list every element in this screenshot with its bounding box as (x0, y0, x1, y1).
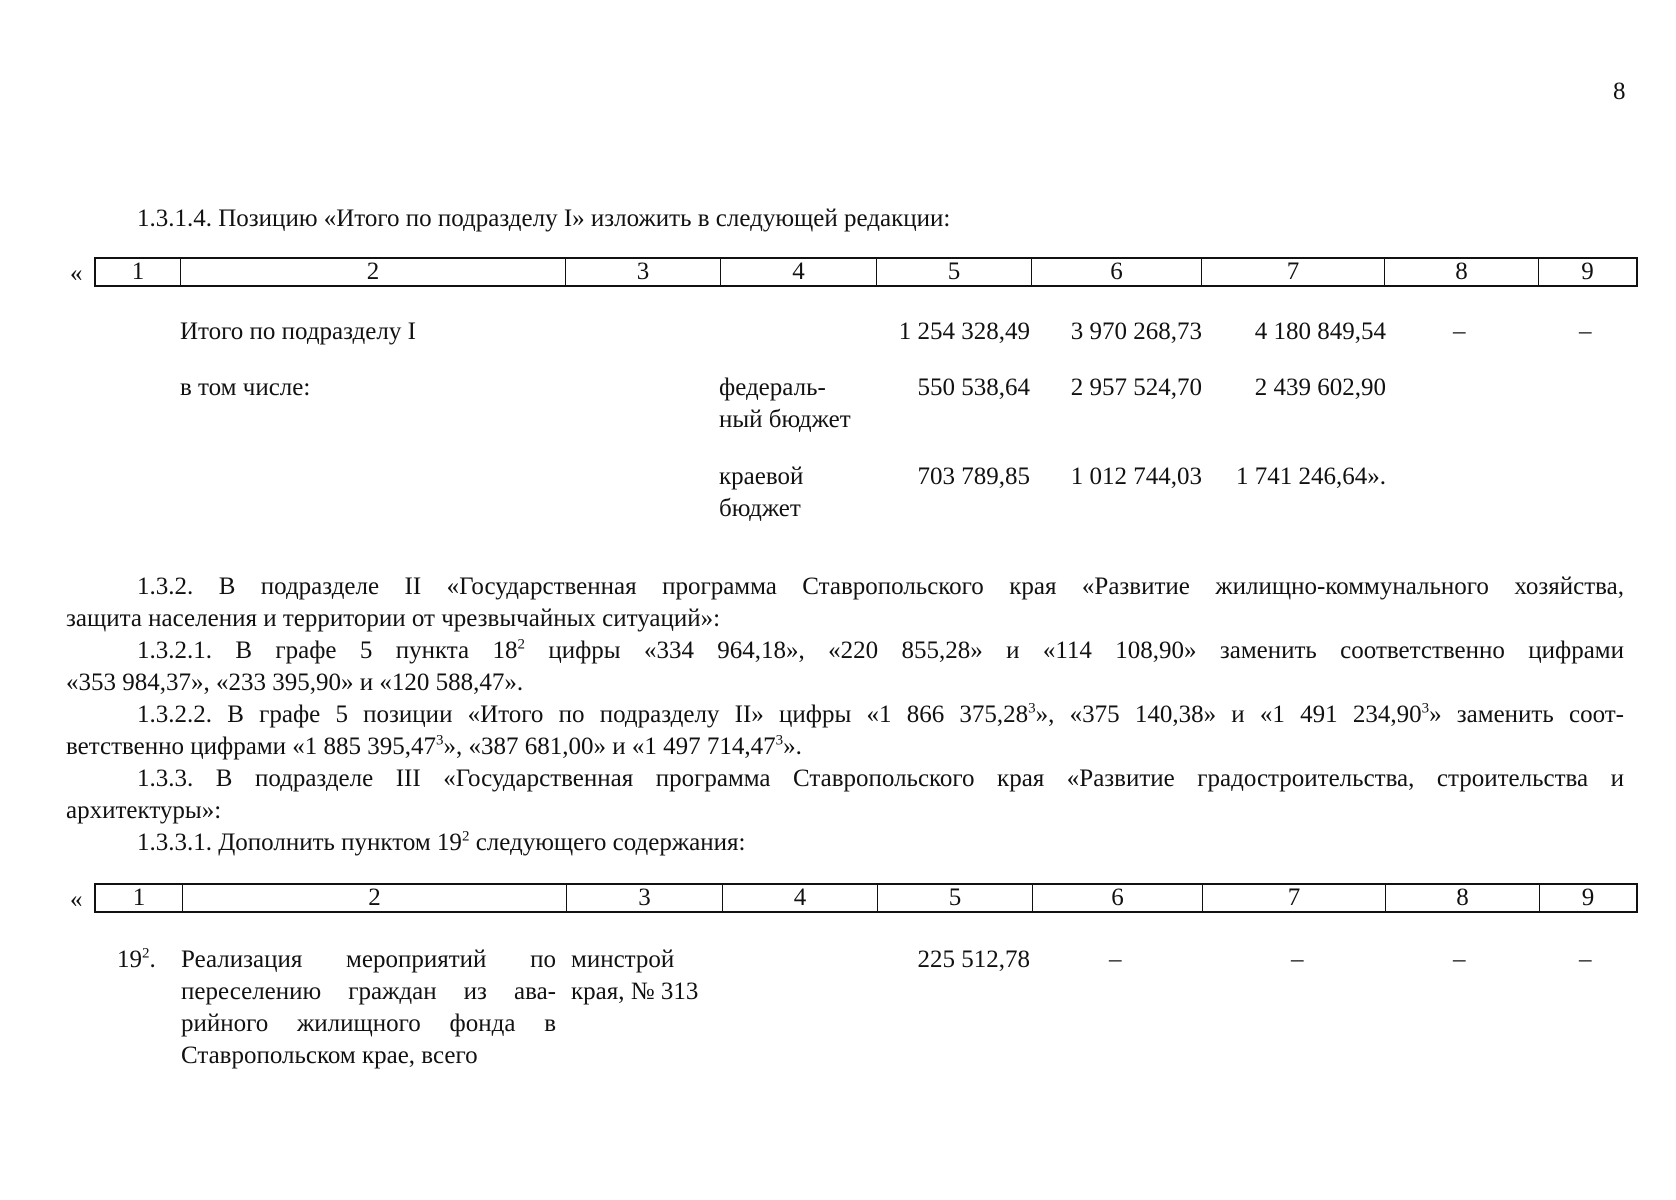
federal-budget-label-line2: ный бюджет (719, 406, 851, 433)
paragraph-1-3-2-2-line2: ветственно цифрами «1 885 395,47$^3$», «387 681,00» и «1 497 714,47$^3$». (66, 732, 802, 760)
item-col5: 225 512,78 (917, 946, 1030, 973)
column-number-header (94, 883, 1638, 913)
column-number: 3 (566, 885, 722, 911)
total-row-col5: 1 254 328,49 (898, 318, 1030, 345)
paragraph-1-3-3-line1: 1.3.3. В подразделе III «Государственная программа Ставропольского края «Развитие градостроительства, строительства и (137, 765, 1624, 792)
federal-budget-label-line1: федераль- (719, 374, 826, 401)
opening-quote: « (70, 260, 83, 287)
paragraph-1-3-2-line1: 1.3.2. В подразделе II «Государственная программа Ставропольского края «Развитие жилищно-коммунального хозяйства, (137, 573, 1624, 600)
column-number: 7 (1201, 259, 1384, 285)
column-number: 6 (1031, 259, 1201, 285)
column-number: 6 (1032, 885, 1202, 911)
paragraph-1-3-3-1: 1.3.3.1. Дополнить пунктом $19^2$ следующего содержания: (137, 828, 746, 856)
paragraph-1-3-2-1-line2: «353 984,37», «233 395,90» и «120 588,47». (66, 669, 524, 696)
total-row-col9: – (1579, 318, 1592, 345)
column-number: 1 (131, 258, 145, 285)
column-number: 8 (1385, 885, 1539, 911)
column-number: 9 (1538, 259, 1636, 285)
item-col8: – (1453, 946, 1466, 973)
total-row-label: Итого по подразделу I (180, 318, 416, 345)
opening-quote: « (70, 886, 83, 913)
total-row-col6: 3 970 268,73 (1070, 318, 1202, 345)
paragraph-1-3-2-2-line1: 1.3.2.2. В графе 5 позиции «Итого по подразделу II» цифры «1 866 375,28$^3$», «375 140,38» и «1 491 234,90$^3$» заменить соот- (137, 700, 1624, 728)
column-number: 2 (180, 259, 565, 285)
regional-budget-label-line2: бюджет (719, 495, 801, 522)
regional-row-col5: 703 789,85 (917, 463, 1030, 490)
paragraph-1-3-2-1-line1: 1.3.2.1. В графе 5 пункта $18^2$ цифры «334 964,18», «220 855,28» и «114 108,90» заменить соответственно цифрами (137, 636, 1624, 664)
item-col9: – (1579, 946, 1592, 973)
item-text-line: рийного жилищного фонда в (181, 1010, 556, 1037)
responsible-line1: минстрой (571, 946, 675, 973)
column-number: 1 (132, 884, 146, 911)
federal-row-col7: 2 439 602,90 (1254, 374, 1386, 401)
item-col7: – (1291, 946, 1304, 973)
total-row-col7: 4 180 849,54 (1254, 318, 1386, 345)
item-col6: – (1109, 946, 1122, 973)
regional-budget-label-line1: краевой (719, 463, 804, 490)
federal-row-col6: 2 957 524,70 (1070, 374, 1202, 401)
item-text-line: Реализация мероприятий по (181, 946, 556, 973)
regional-row-col7: 1 741 246,64». (1236, 463, 1386, 490)
responsible-line2: края, № 313 (571, 978, 699, 1005)
column-number: 2 (182, 885, 566, 911)
regional-row-col6: 1 012 744,03 (1070, 463, 1202, 490)
item-text-line: переселению граждан из ава- (181, 978, 556, 1005)
section-heading: 1.3.1.4. Позицию «Итого по подразделу I» изложить в следующей редакции: (137, 205, 951, 232)
page-number: 8 (1613, 78, 1626, 105)
federal-row-col5: 550 538,64 (917, 374, 1030, 401)
column-number: 4 (722, 885, 877, 911)
column-number: 4 (720, 259, 876, 285)
item-text-line: Ставропольском крае, всего (181, 1042, 478, 1069)
paragraph-1-3-3-line2: архитектуры»: (66, 797, 222, 824)
column-number: 7 (1202, 885, 1385, 911)
paragraph-1-3-2-line2: защита населения и территории от чрезвычайных ситуаций»: (66, 605, 721, 632)
item-number: $19^2$. (117, 945, 156, 973)
column-number: 3 (565, 259, 720, 285)
column-number-header (94, 257, 1638, 287)
column-number: 8 (1384, 259, 1538, 285)
including-label: в том числе: (180, 374, 311, 401)
column-number: 5 (877, 885, 1032, 911)
column-number: 9 (1539, 885, 1636, 911)
total-row-col8: – (1453, 318, 1466, 345)
column-number: 5 (876, 259, 1031, 285)
